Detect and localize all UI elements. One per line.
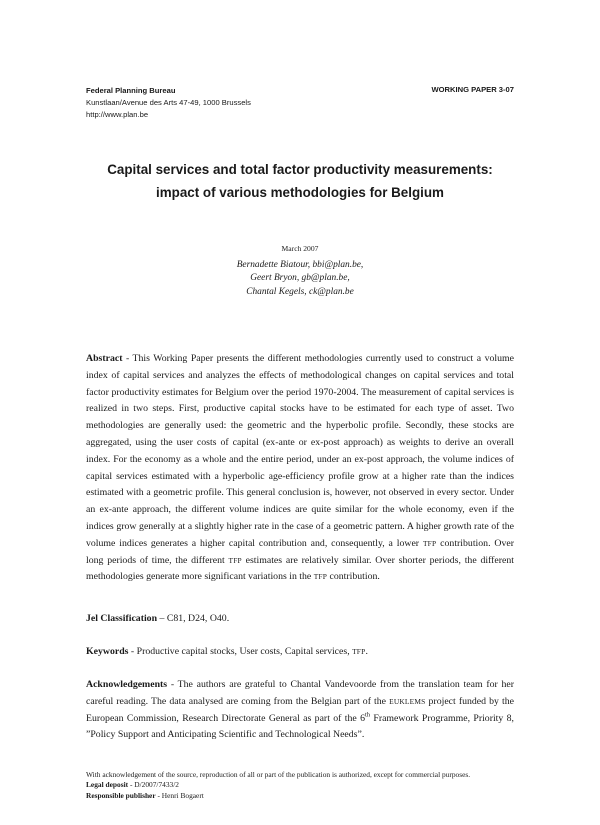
keywords-end: . [365,646,368,657]
abstract-paragraph [86,351,514,586]
jel-codes: – C81, D24, O40. [157,613,230,624]
author-1: Bernadette Biatour, bbi@plan.be, [236,260,364,270]
acknowledgements [86,677,514,744]
publisher-label: Responsible publisher [86,790,156,800]
abstract-text-3: estimates are relatively similar. Over shorter periods, the different methodologies generate more significant variations in the [86,554,514,583]
footer-notes [86,770,514,801]
legal-deposit-label: Legal deposit [86,780,129,790]
acknowledgements-label: Acknowledgements [86,679,168,690]
abstract-text-2: contribution. Over long periods of time, the different [86,537,514,566]
working-paper-number: WORKING PAPER 3-07 [431,85,514,94]
keywords-label: Keywords [86,646,129,657]
jel-classification [86,611,514,628]
title-line-2: impact of various methodologies for Belgium [156,185,444,200]
author-list [0,259,600,299]
organization-website[interactable]: http://www.plan.be [86,110,149,119]
abstract-tfp-2: TFP [228,555,242,565]
author-3: Chantal Kegels, ck@plan.be [246,286,354,297]
responsible-publisher [86,791,514,801]
paper-title [60,158,540,204]
abstract-text-1: - This Working Paper presents the different methodologies currently used to construct a volume index of capital services and analyzes the effects of methodological changes on capital services and total factor productivity estimates for Belgium over the period 1970-2004. The measurement of capital services is realized in two steps. First, productive capital stocks have to be estimated for each type of asset. Two methodologies are generally used: the geometric and the hyperbolic profile. Secondly, these stocks are aggregated, using the user costs of capital (ex-ante or ex-post approach) as weights to derive an overall index. For the economy as a whole and the entire period, under an ex-post approach, the volume indices of capital services estimated with a hyperbolic age-efficiency profile grow at a higher rate than the indices estimated with a geometric profile. This general conclusion is, however, not observed in every sector. Under an ex-ante approach, the different volume indices are quite similar for the whole economy, even if the indices grow generally at a slightly higher rate in the case of a geometric pattern. A higher growth rate of the volume indices generates a higher capital contribution and, consequently, a lower [86,353,514,549]
acknowledgements-euklems: EUKLEMS [389,696,426,706]
organization-name: Federal Planning Bureau [86,86,176,95]
title-line-1: Capital services and total factor productivity measurements: [107,162,493,177]
author-2: Geert Bryon, gb@plan.be, [250,273,350,284]
publication-date: March 2007 [281,244,319,253]
publisher-block [86,85,251,121]
legal-deposit-value: - D/2007/7433/2 [128,780,180,790]
acknowledgements-text-1: - The authors are grateful to Chantal Vandevoorde from the translation team for her careful reading. The data analysed are coming from the Belgian part of the [86,679,514,707]
jel-label: Jel Classification [86,613,158,624]
abstract-tfp-3: TFP [313,572,328,582]
keywords-tfp: TFP [352,647,366,656]
abstract-tfp-1: TFP [422,538,437,548]
organization-address: Kunstlaan/Avenue des Arts 47-49, 1000 Brussels [86,98,251,107]
acknowledgements-text-3: Framework Programme, Priority 8, ”Policy Support and Anticipating Scientific and Technological Needs”. [86,712,514,741]
reproduction-notice: With acknowledgement of the source, reproduction of all or part of the publication is authorized, except for commercial purposes. [86,770,471,779]
abstract-text-4: contribution. [327,571,380,583]
legal-deposit [86,780,514,790]
acknowledgements-superscript: th [364,711,371,719]
keywords-text: - Productive capital stocks, User costs, Capital services, [128,646,353,657]
acknowledgements-text-2: project funded by the European Commission, Research Directorate General as part of the 6 [86,695,514,724]
abstract-label: Abstract [86,353,123,364]
publisher-value: - Henri Bogaert [155,790,204,800]
keywords [86,644,514,661]
